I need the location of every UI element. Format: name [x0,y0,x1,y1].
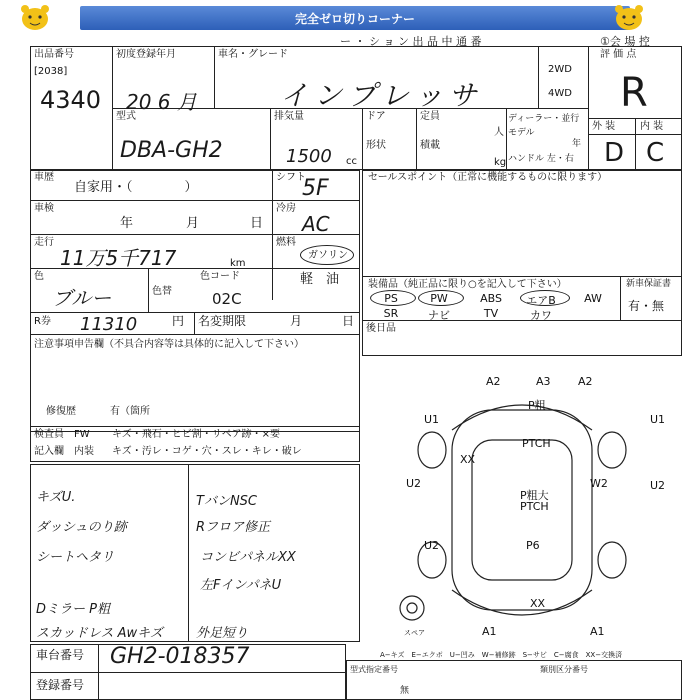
note-left-1: キズU. [36,490,76,505]
name-period-label: 名変期限 [198,314,247,328]
equip-aw: AW [584,292,602,305]
mark-a1-right: A1 [590,625,605,638]
note-right-6: 外足短り [196,626,249,641]
shape-label: 形状 [366,140,386,151]
inspector-fw: FW [74,429,90,440]
fuel-label: 燃料 [276,237,296,248]
mark-p6: P6 [526,539,540,552]
name-period-day: 日 [342,314,355,328]
banner [0,0,700,36]
drive-4wd: 4WD [548,88,572,99]
note-right-2: Rフロア修正 [196,520,271,535]
recycle-unit: 円 [172,314,185,328]
displacement-value: 1500 [286,146,332,167]
mark-ptch: PTCH [522,437,551,450]
mark-p-rough: P粗 [528,399,546,412]
recycle-label: R券 [34,316,51,327]
dealer-label: ディーラー・並行 [508,114,580,124]
cert-not-label: 無 [400,686,410,696]
mascot-icon-right [612,3,646,33]
note-left-2: ダッシュのり跡 [36,520,127,535]
shift-label: シフト [276,172,306,183]
equip-pw: PW [430,292,448,305]
inspection-month: 月 [186,216,200,231]
mark-u2-bottom: U2 [424,539,440,552]
equip-abs: ABS [480,292,502,305]
equip-pw-circle [418,290,464,306]
spare-label: スペア [404,629,425,637]
warranty-label: 新車保証書 [626,279,672,289]
recycle-value: 11310 [80,314,138,335]
color-change-label: 色替 [152,286,172,297]
usage-label: 車歴 [34,172,54,183]
inspection-year: 年 [120,216,134,231]
mark-xx: XX [460,453,476,466]
shift-value: 5F [302,176,329,201]
model-name-value: インプレッサ [280,79,483,112]
mark-a2-right: A2 [578,375,593,388]
displacement-unit: cc [346,156,357,167]
auction-label: ①会 場 控 [600,35,650,48]
equipment-label: 装備品（純正品に限り○を記入して下さい） [368,279,567,290]
model-code-label: 型式 [116,111,136,122]
color-value: ブルー [52,286,112,310]
color-code-label: 色コード [200,271,240,282]
banner-title: 完全ゼロ切りコーナー [80,6,630,30]
notes-label: 注意事項申告欄（不具合内容等は具体的に記入して下さい） [34,339,304,350]
note-left-5: Dミラー P粗 [36,602,110,617]
displacement-label: 排気量 [274,111,304,122]
capacity-label: 定員 [420,111,440,122]
equip-sr: SR [383,307,399,320]
equip-leather: カワ [530,309,552,322]
fuel-gasoline-circle [300,245,354,265]
mascot-icon-left [18,3,52,33]
mark-u1-left: U1 [424,413,440,426]
load-label: 積載 [420,140,440,151]
name-period-month: 月 [290,314,303,328]
entry-label: 記入欄 [34,446,64,457]
interior-value: C [646,138,665,168]
mark-a2-left: A2 [486,375,501,388]
inspector-items: キズ・飛石・ヒビ割・リペア跡・×要 [112,429,280,440]
load-unit: kg [494,157,507,168]
mileage-value: 11万5千717 [60,246,177,270]
model-name-label: 車名・グレード [218,49,288,60]
inspection-label: 車検 [34,203,54,214]
color-label: 色 [34,271,44,282]
fuel-diesel: 軽 油 [300,272,340,287]
inspector-label: 検査員 [34,429,64,440]
equip-tv: TV [483,307,499,320]
sales-point-label: セールスポイント（正常に機能するものに限ります） [368,172,608,183]
handle-label: ハンドル 左・右 [508,154,574,164]
color-code: 02C [212,290,242,308]
repair-value: 有（箇所 [110,406,150,417]
note-right-3: コンビパネルXX [200,550,296,565]
entry-items: キズ・汚レ・コゲ・穴・スレ・キレ・破レ [112,446,302,457]
interior-label: 内 装 [640,121,664,132]
exterior-value: D [604,138,625,168]
chassis-value: GH2-018357 [110,644,250,669]
middle-right [362,170,682,356]
first-reg-value: 20 6 月 [126,90,197,114]
inspection-day: 日 [250,216,264,231]
equip-airbag-circle [520,290,570,306]
mark-a3: A3 [536,375,551,388]
note-right-1: TバンNSC [196,494,257,509]
note-left-6: スカッドレス Awキズ [36,626,163,641]
mileage-label: 走行 [34,237,54,248]
equip-ps-circle [370,290,416,306]
note-left-3: シートヘタリ [36,550,115,565]
usage-value: 自家用・（ ） [74,180,198,195]
note-right-4: 左FインパネU [200,578,282,593]
model-code-value: DBA-GH2 [120,138,223,163]
exterior-label: 外 装 [592,121,616,132]
drive-2wd: 2WD [548,64,572,75]
reg-label: 登録番号 [36,678,85,692]
year-label: 年 [572,139,582,149]
mark-u1-right: U1 [650,413,666,426]
grade-label: 評 価 点 [600,49,637,60]
entry-inner: 内装 [74,446,94,457]
model-year-label: モデル [508,128,535,138]
chassis-label: 車台番号 [36,648,85,662]
mark-u2-left: U2 [406,477,422,490]
fuel-gasoline: ガソリン [308,250,348,261]
lot-sub: [2038] [34,66,68,77]
doors-label: ドア [366,111,386,122]
capacity-unit: 人 [494,127,504,138]
lot-label: 出品番号 [34,49,74,60]
mark-xx-bottom: XX [530,597,546,610]
ac-label: 冷房 [276,203,296,214]
ac-value: AC [302,212,330,236]
header-partial-text: ー ・ シ ョ ン 出 品 中 通 番 [340,35,482,48]
cert-type-label: 型式指定番号 [350,665,398,674]
mark-p-rough-large: P粗大 PTCH [520,489,549,513]
mark-a1-left: A1 [482,625,497,638]
warranty-value: 有・無 [628,299,665,313]
repair-label: 修復歴 [46,406,76,417]
lot-number: 4340 [40,86,102,114]
mark-u2-right: U2 [650,479,666,492]
equip-airbag: エアB [526,294,556,307]
equip-ps: PS [384,292,398,305]
mileage-unit: km [230,258,246,269]
equip-navi: ナビ [428,309,450,322]
mark-w2: W2 [590,477,608,490]
seat-label: 後日品 [366,323,396,334]
grade-value: R [620,70,648,116]
first-reg-label: 初度登録年月 [116,49,176,60]
legend-text: A−キズ E−エクボ U−凹み W−補修跡 S−サビ C−腐食 XX−交換済 [380,651,623,659]
cert-class-label: 類別区分番号 [540,665,588,674]
